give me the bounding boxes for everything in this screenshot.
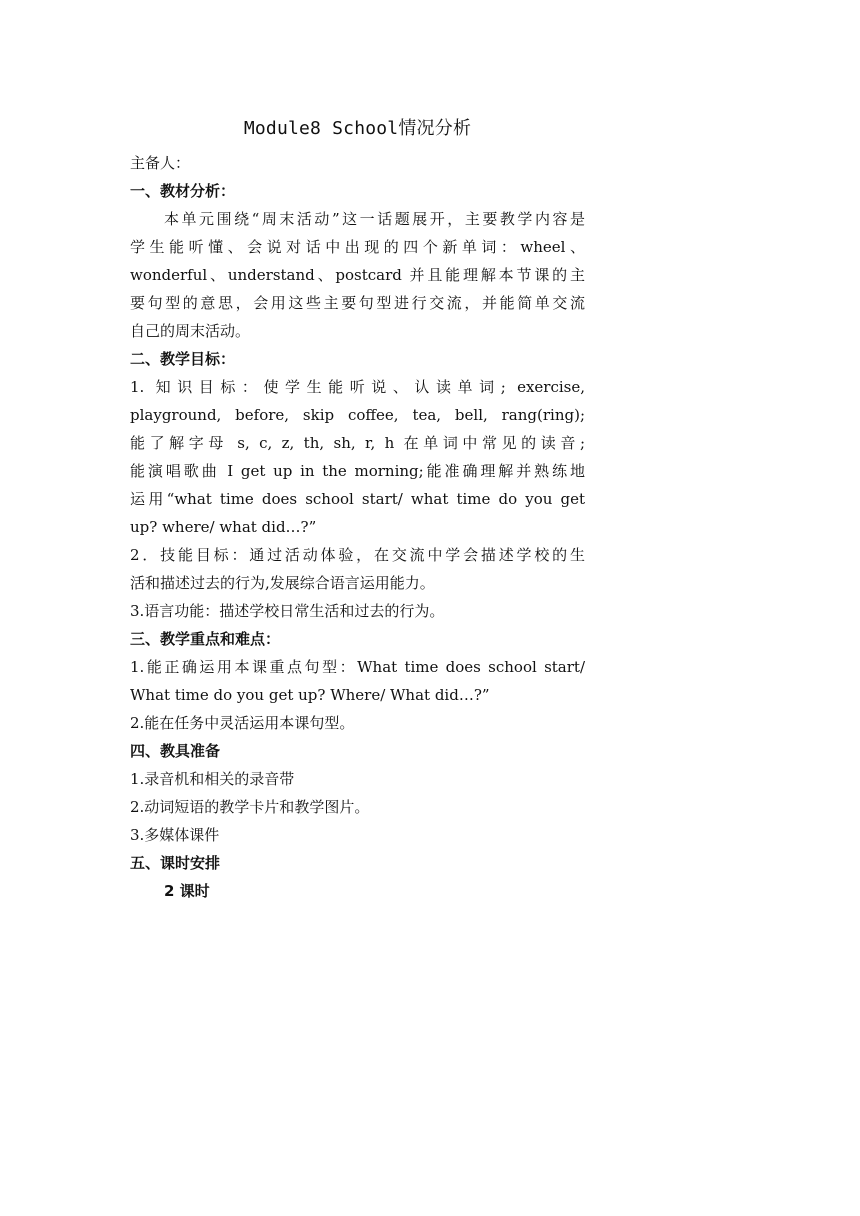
goals-line: up? where/ what did…?”	[130, 518, 317, 536]
goals-line: 1. 知识目标：使学生能听说、认读单词; exercise,	[130, 378, 585, 396]
section-heading-schedule: 五、课时安排	[130, 854, 221, 872]
goals-line: 能演唱歌曲 I get up in the morning;能准确理解并熟练地	[130, 462, 585, 480]
section-heading-teaching-goals: 二、教学目标：	[130, 350, 236, 368]
analysis-line: 本单元围绕“周末活动”这一话题展开，主要教学内容是	[164, 210, 585, 228]
analysis-line: 自己的周末活动。	[130, 322, 251, 340]
goals-line: 运用“what time does school start/ what time do you get	[130, 490, 585, 508]
schedule-value: 2 课时	[164, 882, 210, 900]
goals-line: playground, before, skip coffee, tea, bell, rang(ring);	[130, 406, 585, 424]
section-heading-textbook-analysis: 一、教材分析：	[130, 182, 236, 200]
teaching-aid-item: 1.录音机和相关的录音带	[130, 770, 295, 788]
preparer-label: 主备人：	[130, 154, 191, 172]
teaching-aid-item: 2.动词短语的教学卡片和教学图片。	[130, 798, 370, 816]
goals-line: 活和描述过去的行为,发展综合语言运用能力。	[130, 574, 435, 592]
key-points-line: 2.能在任务中灵活运用本课句型。	[130, 714, 355, 732]
key-points-line: 1.能正确运用本课重点句型：What time does school start/	[130, 658, 585, 676]
goals-line: 能了解字母 s, c, z, th, sh, r, h 在单词中常见的读音;	[130, 434, 585, 452]
teaching-aid-item: 3.多媒体课件	[130, 826, 220, 844]
goals-line: 3.语言功能：描述学校日常生活和过去的行为。	[130, 602, 445, 620]
document-body	[130, 149, 585, 905]
analysis-line: 学生能听懂、会说对话中出现的四个新单词：wheel、	[130, 238, 585, 256]
goals-line: 2．技能目标：通过活动体验，在交流中学会描述学校的生	[130, 546, 585, 564]
document-title: Module8 School情况分析	[243, 118, 472, 139]
key-points-line: What time do you get up? Where/ What did…?”	[130, 686, 490, 704]
section-heading-teaching-aids: 四、教具准备	[130, 742, 221, 760]
analysis-line: 要句型的意思，会用这些主要句型进行交流，并能简单交流	[130, 294, 585, 312]
analysis-line: wonderful、understand、postcard 并且能理解本节课的主	[130, 266, 585, 284]
section-heading-key-points: 三、教学重点和难点：	[130, 630, 281, 648]
